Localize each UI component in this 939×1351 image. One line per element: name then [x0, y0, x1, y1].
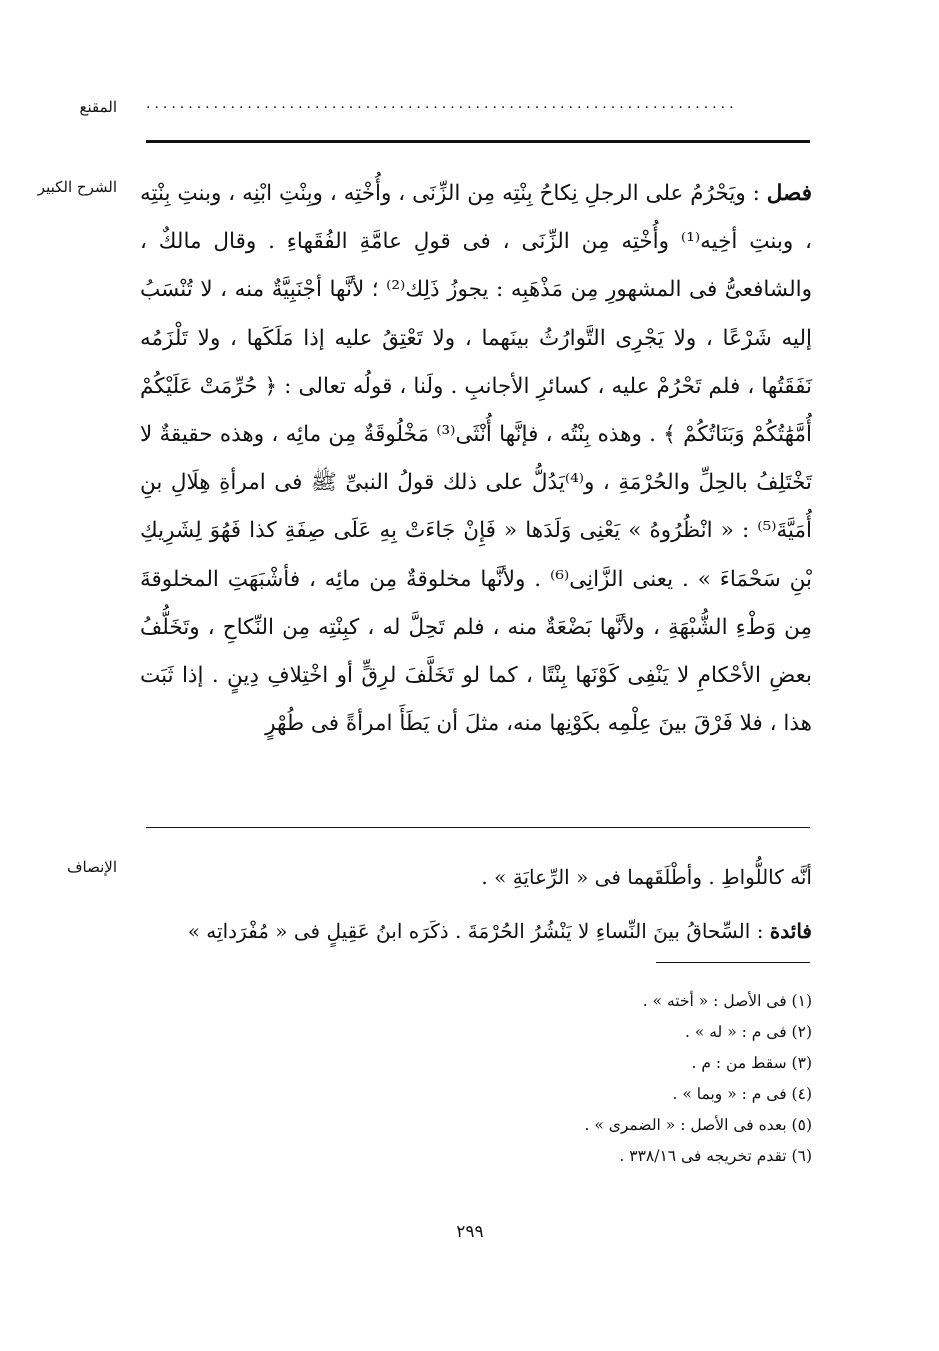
benefit-lead-word: فائدة: [769, 919, 812, 943]
footnote: (٦) تقدم تخريجه فى ٣٣٨/١٦ .: [619, 1147, 812, 1165]
footnote-rule: [656, 962, 810, 963]
section-divider: [146, 827, 810, 828]
insaf-line: أنَّه كاللُّواطِ . وأطْلَقَهما فى « الرِّعايَةِ » .: [481, 865, 812, 889]
section-lead-word: فصل: [766, 181, 812, 206]
header-dot-leader: ......................................................................: [146, 96, 738, 112]
footnote: (٢) فى م : « له » .: [684, 1023, 812, 1041]
margin-label-insaf: الإنصاف: [66, 858, 117, 876]
insaf-benefit-line: [140, 904, 812, 958]
header-rule: [146, 140, 810, 143]
footnote: (١) فى الأصل : « أخته » .: [642, 992, 812, 1010]
footnote: (٥) بعده فى الأصل : « الضمرى » .: [584, 1116, 812, 1134]
page-number: ٢٩٩: [456, 1222, 484, 1242]
margin-label-sharh: الشرح الكبير: [37, 178, 117, 196]
main-paragraph: [140, 170, 812, 748]
benefit-body: : السِّحاقُ بينَ النِّساءِ لا يَنْشُرُ الحُرْمَةَ . ذكَرَه ابنُ عَقِيلٍ فى « مُفْرَداتِه »: [187, 919, 764, 943]
footnotes: [300, 986, 812, 1172]
main-commentary-text: [140, 170, 812, 748]
main-paragraph-body: : ويَحْرُمُ على الرجلِ نِكاحُ بِنْتِه مِن الزِّنَى ، وأُخْتِه ، وبِنْتِ ابْنِه ، وبنتِ بِنْتِه ، وبنتِ أخِيه⁽¹⁾ وأُخْتِه مِن الزِّنَى ، فى قولِ عامَّةِ الفُقَهاءِ . وقال مالكٌ ، والشافعىُّ فى المشهورِ مِن مَذْهَبِه : يجوزُ ذَلِك⁽²⁾ ؛ لأنَّها أجْنَبِيَّةٌ منه ، لا تُنْسَبُ إليه شَرْعًا ، ولا يَجْرِى التَّوارُثُ بينَهما ، ولا تَعْتِقُ عليه إذا مَلَكَها ، ولا تَلْزَمُه نَفَقَتُها ، فلم تَحْرُمْ عليه ، كسائرِ الأجانبِ . ولَنا ، قولُه تعالى : ﴿ حُرِّمَتْ عَلَيْكُمْ أُمَّهَٰتُكُمْ وَبَنَاتُكُمْ ﴾ . وهذه بِنْتُه ، فإنَّها أُنْثَى⁽³⁾ مَخْلُوقَةٌ مِن مائِه ، وهذه حقيقةٌ لا تَخْتَلِفُ بالحِلِّ والحُرْمَةِ ، و⁽⁴⁾يَدُلُّ على ذلك قولُ النبىِّ ﷺ فى امرأةِ هِلَالِ بنِ أُمَيَّةَ⁽⁵⁾ : « انْظُرُوهُ » يَعْنِى وَلَدَها « فَإِنْ جَاءَتْ بِهِ عَلَى صِفَةِ كذا فَهُوَ لِشَرِيكِ بْنِ سَحْمَاءَ » . يعنى الزَّانِى⁽⁶⁾ . ولأنَّها مخلوقةٌ مِن مائِه ، فأشْبَهَتِ المخلوقةَ مِن وَطْءِ الشُّبْهَةِ ، ولأنَّها بَضْعَةٌ منه ، فلم تَحِلَّ له ، كبِنْتِه مِن النِّكاحِ ، وتَخَلُّفُ بعضِ الأحْكامِ لا يَنْفِى كَوْنَها بِنْتًا ، كما لو تَخَلَّفَ لرِقٍّ أو اخْتِلافِ دِينٍ . إذا ثَبَت هذا ، فلا فَرْقَ بينَ عِلْمِه بكَوْنِها منه، مثلَ أن يَطَأَ امرأةً فى طُهْرٍ: [140, 181, 812, 737]
footnote: (٣) سقط من : م .: [691, 1054, 812, 1072]
insaf-text: [140, 850, 812, 958]
footnote: (٤) فى م : « وبما » .: [672, 1085, 812, 1103]
running-title: المقنع: [79, 98, 117, 116]
